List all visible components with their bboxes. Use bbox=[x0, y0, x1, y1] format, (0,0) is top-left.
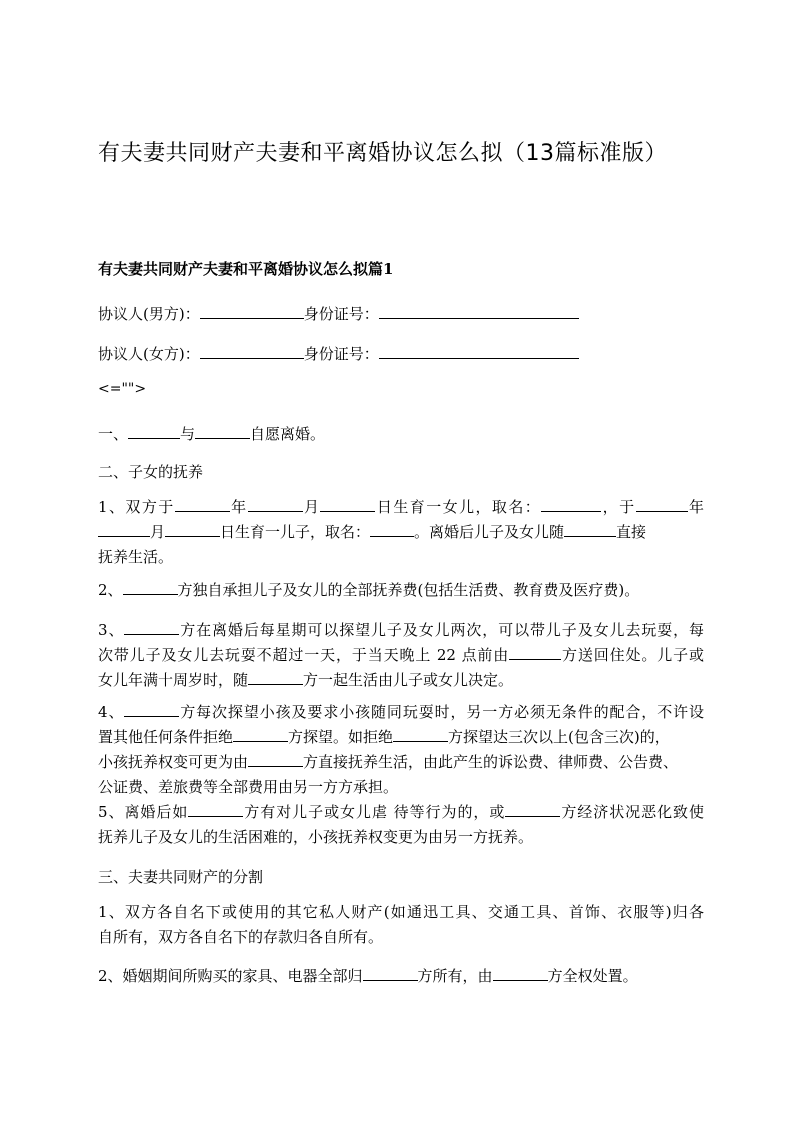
heading-property-division: 三、夫妻共同财产的分割 bbox=[98, 868, 264, 886]
blank-field bbox=[379, 342, 579, 359]
id-label: 身份证号： bbox=[303, 345, 379, 363]
party-female-label: 协议人(女方)： bbox=[98, 345, 200, 363]
paragraph-3: 3、 方在离婚后每星期可以探望儿子及女儿两次，可以带儿子及女儿去玩耍，每 次带儿子及女儿去玩耍不超过一天，于当天晚上 22 点前由 方送回住处。儿子或 女儿年满十周岁时，随 方一起生活由儿子或女儿决定。 bbox=[98, 618, 704, 693]
blank-field bbox=[200, 342, 304, 359]
blank-field bbox=[379, 302, 579, 319]
paragraph-4: 4、 方每次探望小孩及要求小孩随同玩耍时，另一方必须无条件的配合，不许设 置其他任何条件拒绝 方探望。如拒绝 方探望达三次以上(包含三次)的， 小孩抚养权变可更为由 方直接抚养生活，由此产生的诉讼费、律师费、公告费、 公证费、差旅费等全部费用由另一方方承担。 bbox=[98, 700, 704, 800]
party-male-line bbox=[98, 302, 579, 325]
paragraph-2: 2、 方独自承担儿子及女儿的全部抚养费(包括生活费、教育费及医疗费)。 bbox=[98, 578, 639, 601]
party-male-label: 协议人(男方)： bbox=[98, 305, 200, 323]
party-female-line bbox=[98, 342, 579, 365]
property-paragraph-1: 1、双方各自名下或使用的其它私人财产(如通迅工具、交通工具、首饰、衣服等)归各 自所有，双方各自名下的存款归各自所有。 bbox=[98, 903, 704, 946]
stray-markup-text: <=""> bbox=[98, 381, 147, 397]
section-subtitle: 有夫妻共同财产夫妻和平离婚协议怎么拟篇1 bbox=[98, 260, 394, 278]
paragraph-1: 1、双方于 年 月 日生育一女儿，取名： ，于 年 月 日生育一儿子，取名： 。离婚后儿子及女儿随 直接 抚养生活。 bbox=[98, 495, 704, 570]
property-paragraph-2: 2、婚姻期间所购买的家具、电器全部归 方所有，由 方全权处置。 bbox=[98, 964, 638, 987]
heading-child-custody: 二、子女的抚养 bbox=[98, 463, 204, 481]
clause-text: 自愿离婚。 bbox=[250, 425, 326, 443]
blank-field bbox=[128, 422, 180, 439]
clause-1 bbox=[98, 422, 325, 445]
id-label: 身份证号： bbox=[303, 305, 379, 323]
document-title: 有夫妻共同财产夫妻和平离婚协议怎么拟（13篇标准版） bbox=[98, 141, 667, 166]
blank-field bbox=[200, 302, 304, 319]
blank-field bbox=[195, 422, 250, 439]
paragraph-5: 5、离婚后如 方有对儿子或女儿虐 待等行为的，或 方经济状况恶化致使 抚养儿子及女儿的生活困难的，小孩抚养权变更为由另一方抚养。 bbox=[98, 800, 704, 850]
clause-text: 一、 bbox=[98, 425, 129, 443]
clause-text: 与 bbox=[180, 425, 196, 443]
